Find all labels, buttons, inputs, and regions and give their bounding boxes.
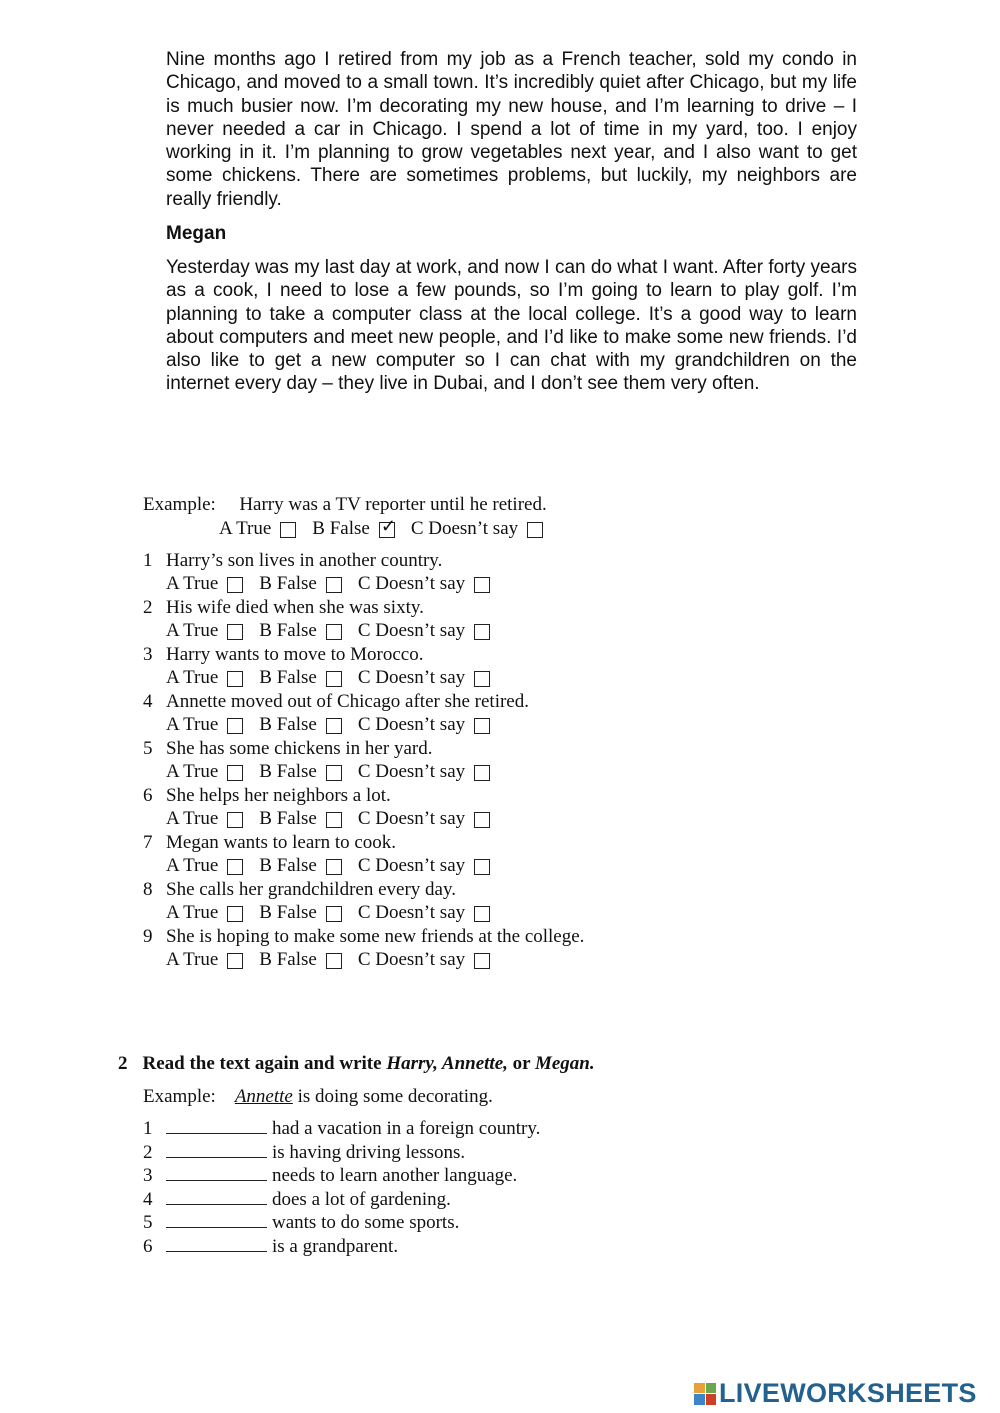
checkbox-false[interactable]: [326, 718, 342, 734]
question-text: She is hoping to make some new friends at the college.: [166, 926, 585, 947]
question-text: She calls her grandchildren every day.: [166, 879, 456, 900]
option-true: [166, 714, 259, 736]
option-false: [259, 808, 358, 830]
checkbox-true[interactable]: [227, 624, 243, 640]
checkbox-true[interactable]: [227, 859, 243, 875]
question-text: Harry wants to move to Morocco.: [166, 644, 424, 665]
question-text: Annette moved out of Chicago after she retired.: [166, 691, 529, 712]
fill-item-number: 1: [143, 1118, 153, 1139]
question-number: 5: [143, 738, 153, 759]
option-true-label: A True: [219, 518, 272, 539]
fill-item: [143, 1236, 398, 1258]
option-false-label: B False: [312, 518, 370, 539]
exercise2-example-answer: Annette: [234, 1086, 293, 1107]
option-false-label: B False: [259, 902, 317, 923]
option-doesnt-say-label: C Doesn’t say: [357, 761, 466, 782]
answer-blank-input[interactable]: [166, 1166, 267, 1181]
answer-blank-input[interactable]: [166, 1237, 267, 1252]
megan-heading: Megan: [166, 223, 227, 244]
checkbox-false[interactable]: [326, 671, 342, 687]
option-doesnt-say-label: C Doesn’t say: [357, 667, 466, 688]
option-doesnt-say: [358, 902, 490, 924]
fill-item: [143, 1165, 517, 1187]
fill-item-number: 6: [143, 1235, 153, 1257]
checkbox-true[interactable]: [227, 906, 243, 922]
question-options: [166, 808, 490, 830]
checkbox-true[interactable]: [227, 812, 243, 828]
exercise2-heading: [118, 1053, 595, 1075]
question-text: Harry’s son lives in another country.: [166, 550, 443, 571]
example-statement: Harry was a TV reporter until he retired.: [239, 494, 547, 515]
option-false: [259, 761, 358, 783]
checkbox-doesnt-say[interactable]: [474, 812, 490, 828]
checkbox-doesnt-say[interactable]: [474, 671, 490, 687]
option-false-label: B False: [259, 620, 317, 641]
option-false: [259, 855, 358, 877]
exercise2-example-label: Example:: [143, 1086, 216, 1107]
option-false-label: B False: [259, 855, 317, 876]
option-false: [259, 667, 358, 689]
example-option-true: [219, 518, 312, 540]
question-number: 9: [143, 926, 153, 947]
megan-paragraph-text: Yesterday was my last day at work, and now I can do what I want. After forty years as a cook, I need to lose a few pounds, so I’m going to learn to play golf. I’m planning to take a computer class at the local college. It’s a good way to learn about computers and meet new people, and I’d like to make some new friends. I’d also like to get a new computer so I can chat with my grandchildren on the internet every day – they live in Dubai, and I don’t see them very often.: [166, 257, 858, 395]
option-true-label: A True: [166, 573, 219, 594]
option-false-label: B False: [259, 808, 317, 829]
option-doesnt-say: [358, 714, 490, 736]
checkbox-doesnt-say[interactable]: [474, 906, 490, 922]
check-icon: ✓: [380, 516, 396, 536]
question-number: 3: [143, 644, 153, 665]
option-true: [166, 949, 259, 971]
checkbox-false[interactable]: [326, 812, 342, 828]
example-option-false: [312, 518, 411, 540]
liveworksheets-logo: [694, 1378, 977, 1409]
option-true: [166, 761, 259, 783]
question-number: 6: [143, 785, 153, 806]
checkbox-false[interactable]: [326, 765, 342, 781]
checkbox-doesnt-say[interactable]: [474, 718, 490, 734]
option-doesnt-say: [358, 573, 490, 595]
option-true: [166, 620, 259, 642]
checkbox-doesnt-say[interactable]: [474, 953, 490, 969]
fill-item: [143, 1142, 465, 1164]
answer-blank-input[interactable]: [166, 1213, 267, 1228]
answer-blank-input[interactable]: [166, 1190, 267, 1205]
question-number: 4: [143, 691, 153, 712]
liveworksheets-logo-text: LIVEWORKSHEETS: [719, 1378, 977, 1408]
option-true-label: A True: [166, 761, 219, 782]
checkbox-true[interactable]: [280, 522, 296, 538]
option-true: [166, 808, 259, 830]
option-false-label: B False: [259, 573, 317, 594]
exercise2-number: 2: [118, 1053, 128, 1074]
fill-item-number: 4: [143, 1188, 153, 1210]
option-doesnt-say-label: C Doesn’t say: [357, 714, 466, 735]
answer-blank-input[interactable]: [166, 1119, 267, 1134]
example-option-doesnt-say: [411, 518, 543, 540]
option-false-label: B False: [259, 667, 317, 688]
option-true-label: A True: [166, 714, 219, 735]
exercise2-instruction: Read the text again and write: [142, 1053, 387, 1074]
option-true: [166, 667, 259, 689]
exercise2-example-text: is doing some decorating.: [292, 1086, 493, 1107]
option-doesnt-say: [358, 667, 490, 689]
exercise1-example: [143, 494, 547, 516]
checkbox-true[interactable]: [227, 765, 243, 781]
annette-paragraph: [166, 48, 857, 211]
option-doesnt-say-label: C Doesn’t say: [357, 808, 466, 829]
checkbox-false[interactable]: [326, 953, 342, 969]
checkbox-true[interactable]: [227, 577, 243, 593]
option-false-label: B False: [259, 949, 317, 970]
checkbox-doesnt-say[interactable]: [474, 859, 490, 875]
exercise2-example: [143, 1086, 493, 1108]
option-doesnt-say-label: C Doesn’t say: [357, 902, 466, 923]
question-text: His wife died when she was sixty.: [166, 597, 424, 618]
checkbox-doesnt-say[interactable]: [474, 577, 490, 593]
option-false: [259, 714, 358, 736]
liveworksheets-logo-icon: [694, 1383, 716, 1405]
option-true-label: A True: [166, 667, 219, 688]
question-options: [166, 620, 490, 642]
checkbox-true[interactable]: [227, 953, 243, 969]
option-doesnt-say-label: C Doesn’t say: [357, 573, 466, 594]
option-doesnt-say-label: C Doesn’t say: [357, 855, 466, 876]
fill-item-text: wants to do some sports.: [272, 1212, 460, 1233]
question-number: 7: [143, 832, 153, 853]
option-false-label: B False: [259, 714, 317, 735]
example-label: Example:: [143, 494, 216, 515]
fill-item-number: 5: [143, 1212, 153, 1233]
option-doesnt-say: [358, 949, 490, 971]
option-true: [166, 573, 259, 595]
option-false-label: B False: [259, 761, 317, 782]
checkbox-doesnt-say[interactable]: [474, 624, 490, 640]
option-false: [259, 573, 358, 595]
option-false: [259, 949, 358, 971]
option-doesnt-say-label: C Doesn’t say: [410, 518, 519, 539]
checkbox-false[interactable]: [326, 624, 342, 640]
option-doesnt-say-label: C Doesn’t say: [357, 620, 466, 641]
question-text: She has some chickens in her yard.: [166, 738, 433, 759]
checkbox-false[interactable]: [326, 906, 342, 922]
fill-item-number: 2: [143, 1141, 153, 1163]
megan-paragraph: [166, 256, 857, 396]
question-options: [166, 949, 490, 971]
fill-item-number: 3: [143, 1165, 153, 1186]
question-number: 8: [143, 879, 153, 900]
fill-item-text: is a grandparent.: [272, 1235, 399, 1257]
checkbox-false-checked[interactable]: [379, 516, 396, 538]
fill-item-text: does a lot of gardening.: [272, 1188, 451, 1210]
checkbox-false[interactable]: [326, 859, 342, 875]
question-text: She helps her neighbors a lot.: [166, 785, 391, 806]
annette-paragraph-text: Nine months ago I retired from my job as a French teacher, sold my condo in Chicago, and moved to a small town. It’s incredibly quiet after Chicago, but my life is much busier now. I’m decorating my new house, and I’m learning to drive – I never needed a car in Chicago. I spend a lot of time in my yard, too. I enjoy working in it. I’m planning to grow vegetables next year, and I also want to get some chickens. There are sometimes problems, but luckily, my neighbors are really friendly.: [166, 49, 857, 210]
option-true: [166, 855, 259, 877]
question-options: [166, 667, 490, 689]
fill-item: [143, 1118, 540, 1140]
answer-blank-input[interactable]: [166, 1143, 267, 1158]
question-text: Megan wants to learn to cook.: [166, 832, 397, 853]
option-false: [259, 902, 358, 924]
question-number: 1: [143, 550, 153, 571]
option-true-label: A True: [166, 620, 219, 641]
option-doesnt-say-label: C Doesn’t say: [357, 949, 466, 970]
question-options: [166, 761, 490, 783]
checkbox-true[interactable]: [227, 718, 243, 734]
exercise2-or: or: [507, 1053, 535, 1074]
option-true-label: A True: [166, 902, 219, 923]
question-options: [166, 714, 490, 736]
fill-item-text: is having driving lessons.: [272, 1141, 466, 1163]
question-number: 2: [143, 597, 153, 618]
option-true-label: A True: [166, 808, 219, 829]
question-options: [166, 902, 490, 924]
question-options: [166, 573, 490, 595]
checkbox-true[interactable]: [227, 671, 243, 687]
option-true: [166, 902, 259, 924]
checkbox-doesnt-say[interactable]: [527, 522, 543, 538]
option-true-label: A True: [166, 949, 219, 970]
exercise2-last-name: Megan.: [534, 1053, 595, 1074]
fill-item-text: had a vacation in a foreign country.: [272, 1118, 541, 1139]
option-doesnt-say: [358, 808, 490, 830]
fill-item-text: needs to learn another language.: [272, 1165, 518, 1186]
exercise2-names: Harry, Annette,: [386, 1053, 508, 1074]
option-doesnt-say: [358, 761, 490, 783]
question-options: [166, 855, 490, 877]
fill-item: [143, 1189, 451, 1211]
option-doesnt-say: [358, 620, 490, 642]
exercise1-example-options: [219, 518, 543, 540]
option-doesnt-say: [358, 855, 490, 877]
checkbox-false[interactable]: [326, 577, 342, 593]
checkbox-doesnt-say[interactable]: [474, 765, 490, 781]
option-true-label: A True: [166, 855, 219, 876]
option-false: [259, 620, 358, 642]
fill-item: [143, 1212, 459, 1234]
